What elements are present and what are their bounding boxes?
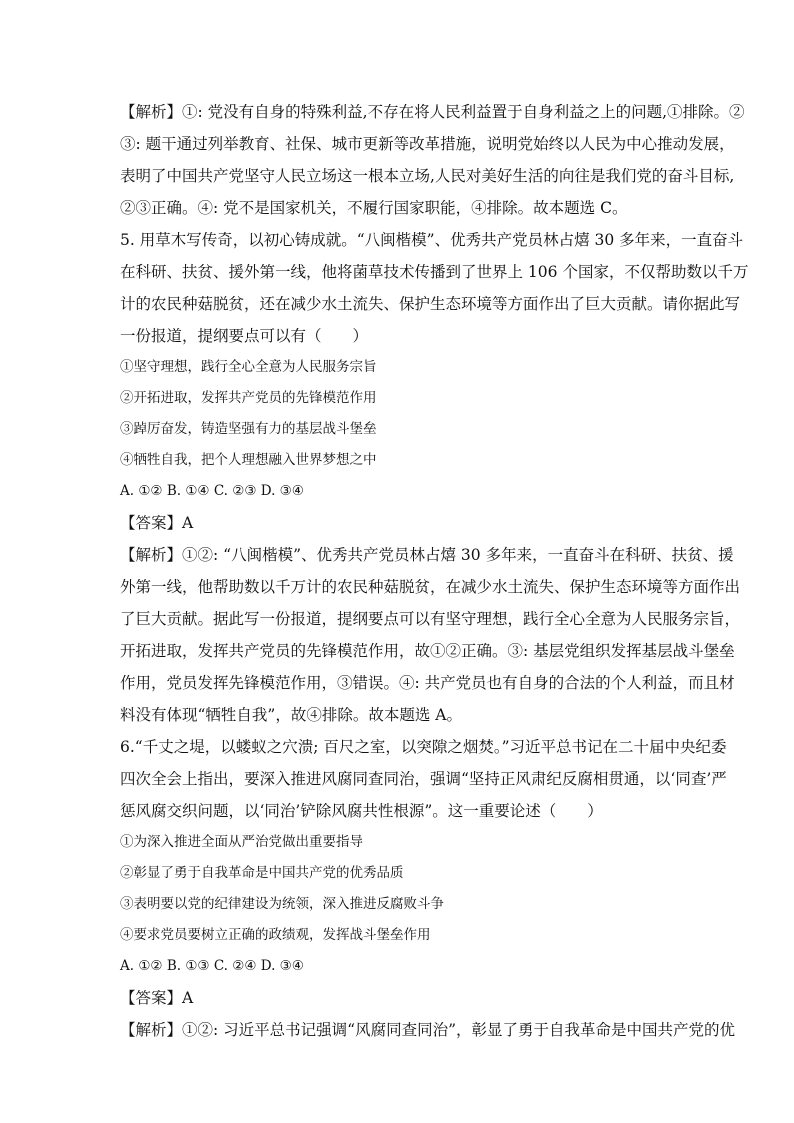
text-line: 料没有体现“牺牲自我”，故④排除。故本题选 A。 [120,706,462,724]
text-line: 四次全会上指出，要深入推进风腐同查同治，强调“坚持正风肃纪反腐相贯通，以‘同查’严 [120,770,727,788]
text-line: 惩风腐交织问题，以‘同治’铲除风腐共性根源”。这一重要论述（ ） [120,802,603,820]
text-line: 在科研、扶贫、援外第一线，他将菌草技术传播到了世界上 106 个国家，不仅帮助数以千万 [120,263,749,281]
text-line: 6.“千丈之堤，以蝼蚁之穴溃; 百尺之室，以突隙之烟焚。”习近平总书记在二十届中央纪委 [120,738,727,756]
text-line: A. ①② B. ①④ C. ②③ D. ③④ [120,483,304,499]
text-line: 【解析】①: 党没有自身的特殊利益,不存在将人民利益置于自身利益之上的问题,①排除。② [120,103,745,121]
text-line: ②彰显了勇于自我革命是中国共产党的优秀品质 [120,865,404,881]
text-line: ①为深入推进全面从严治党做出重要指导 [120,834,363,850]
text-line: ①坚守理想，践行全心全意为人民服务宗旨 [120,359,377,375]
text-line: ④牺牲自我，把个人理想融入世界梦想之中 [120,452,377,468]
text-line: 外第一线，他帮助数以千万计的农民种菇脱贫，在减少水土流失、保护生态环境等方面作出 [120,578,741,596]
text-line: 一份报道，提纲要点可以有（ ） [120,327,369,345]
text-line: 【解析】①②: 习近平总书记强调“风腐同查同治”，彰显了勇于自我革命是中国共产党的优 [120,1021,736,1039]
text-line: ②开拓进取，发挥共产党员的先锋模范作用 [120,390,377,406]
text-line: 5. 用草木写传奇，以初心铸成就。“八闽楷模”、优秀共产党员林占熺 30 多年来，一直奋斗 [120,231,744,249]
text-line: 表明了中国共产党坚守人民立场这一根本立场,人民对美好生活的向往是我们党的奋斗目标, [120,167,735,185]
text-line: 【解析】①②: “八闽楷模”、优秀共产党员林占熺 30 多年来，一直奋斗在科研、扶贫、援 [120,546,734,564]
text-line: 【答案】A [120,514,194,532]
text-line: 【答案】A [120,989,194,1007]
text-line: ④要求党员要树立正确的政绩观，发挥战斗堡垒作用 [120,927,431,943]
text-line: ②③正确。④: 党不是国家机关，不履行国家职能，④排除。故本题选 C。 [120,199,628,217]
text-line: ③: 题干通过列举教育、社保、城市更新等改革措施，说明党始终以人民为中心推动发展， [120,135,735,153]
text-line: 了巨大贡献。据此写一份报道，提纲要点可以有坚守理想，践行全心全意为人民服务宗旨， [120,610,741,628]
text-line: 开拓进取，发挥共产党员的先锋模范作用，故①②正确。③: 基层党组织发挥基层战斗堡垒 [120,642,735,660]
text-line: A. ①② B. ①③ C. ②④ D. ③④ [120,958,304,974]
text-line: ③表明要以党的纪律建设为统领，深入推进反腐败斗争 [120,896,444,912]
text-line: 计的农民种菇脱贫，还在减少水土流失、保护生态环境等方面作出了巨大贡献。请你据此写 [120,295,741,313]
text-line: 作用，党员发挥先锋模范作用，③错误。④: 共产党员也有自身的合法的个人利益，而且材 [120,674,735,692]
document-body [120,96,749,1046]
text-line: ③踔厉奋发，铸造坚强有力的基层战斗堡垒 [120,421,377,437]
